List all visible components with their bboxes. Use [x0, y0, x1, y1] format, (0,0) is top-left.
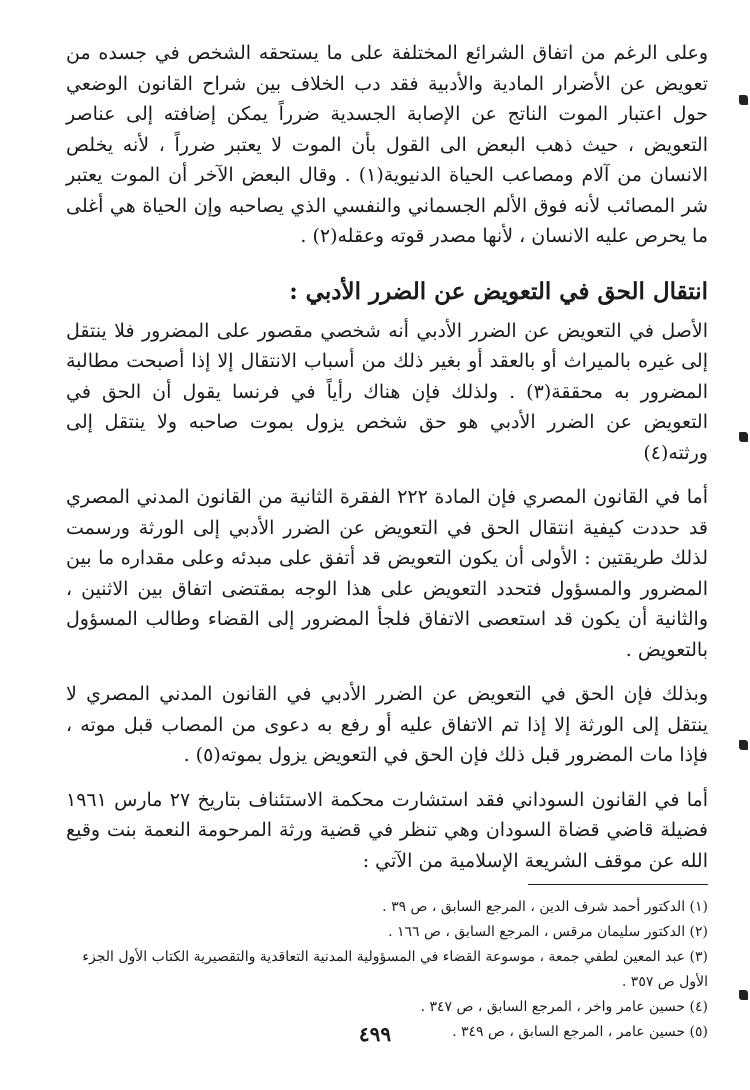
footnote-1: (١) الدكتور أحمد شرف الدين ، المرجع السابق ، ص ٣٩ . [382, 899, 708, 915]
page-number: ٤٩٩ [358, 1022, 392, 1046]
section-heading: انتقال الحق في التعويض عن الضرر الأدبي : [289, 277, 708, 305]
footnote-separator [528, 884, 708, 885]
footnote-5: (٥) حسين عامر ، المرجع السابق ، ص ٣٤٩ . [452, 1024, 708, 1040]
paragraph-sudanese-law: أما في القانون السوداني فقد استشارت محكمة الاستئناف بتاريخ ٢٧ مارس ١٩٦١ فضيلة قاضي قضاة السودان وهي تنظر في قضية ورثة المرحومة النعمة بنت وقيع الله عن موقف الشريعة الإسلامية من الآتي : [66, 788, 708, 872]
footnote-2: (٢) الدكتور سليمان مرقس ، المرجع السابق ، ص ١٦٦ . [388, 924, 708, 940]
paragraph-death-as-damage: وعلى الرغم من اتفاق الشرائع المختلفة على ما يستحقه الشخص في جسده من تعويض عن الأضرار المادية والأدبية فقد دب الخلاف بين شراح القانون الوضعي حول اعتبار الموت الناتج عن الإصابة الجسدية ضرراً يمكن إضافته إلى عناصر التعويض ، حيث ذهب البعض الى القول بأن الموت لا يعتبر ضرراً ، لأنه يخلص الانسان من آلام ومصاعب الحياة الدنيوية(١) . وقال البعض الآخر أن الموت يعتبر شر المصائب لأنه فوق الألم الجسماني والنفسي الذي يصاحبه وإن الحياة هي أغلى ما يحرص عليه الانسان ، لأنها مصدر قوته وعقله(٢) . [66, 42, 709, 247]
margin-mark [739, 990, 748, 1000]
margin-mark [739, 95, 748, 105]
paragraph-egyptian-conclusion: وبذلك فإن الحق في التعويض عن الضرر الأدبي في القانون المدني المصري لا ينتقل إلى الورثة إلا إذا تم الاتفاق عليه أو رفع به دعوى من المصاب قبل موته ، فإذا مات المضرور قبل ذلك فإن الحق في التعويض يزول بموته(٥) . [66, 683, 708, 766]
paragraph-principle: الأصل في التعويض عن الضرر الأدبي أنه شخصي مقصور على المضرور فلا ينتقل إلى غيره بالميراث أو بالعقد أو بغير ذلك من أسباب الانتقال إلا إذا أصبحت مطالبة المضرور به محققة(٣) . ولذلك فإن هناك رأياً في فرنسا يقول أن الحق في التعويض عن الضرر الأدبي هو حق شخص يزول بموت صاحبه ولا ينتقل إلى ورثته(٤) [66, 319, 708, 464]
paragraph-egyptian-law: أما في القانون المصري فإن المادة ٢٢٢ الفقرة الثانية من القانون المدني المصري قد حددت كيفية انتقال الحق في التعويض عن الضرر الأدبي إلى الورثة ورسمت لذلك طريقتين : الأولى أن يكون التعويض قد أتفق على مبدئه وعلى مقداره ما بين المضرور والمسؤول فتحدد التعويض على هذا الوجه بمقتضى اتفاق بين الاثنين ، والثانية أن يكون قد استعصى الاتفاق فلجأ المضرور إلى القضاء وطالب المسؤول بالتعويض . [66, 486, 708, 661]
footnote-3: (٣) عبد المعين لطفي جمعة ، موسوعة القضاء في المسؤولية المدنية التعاقدية والتقصيرية الكتاب الأول الجزء الأول ص ٣٥٧ . [82, 949, 708, 990]
margin-mark [739, 740, 748, 750]
page-body [66, 38, 708, 1045]
margin-mark [739, 432, 748, 442]
footnote-4: (٤) حسين عامر واخر ، المرجع السابق ، ص ٣٤٧ . [420, 999, 708, 1015]
